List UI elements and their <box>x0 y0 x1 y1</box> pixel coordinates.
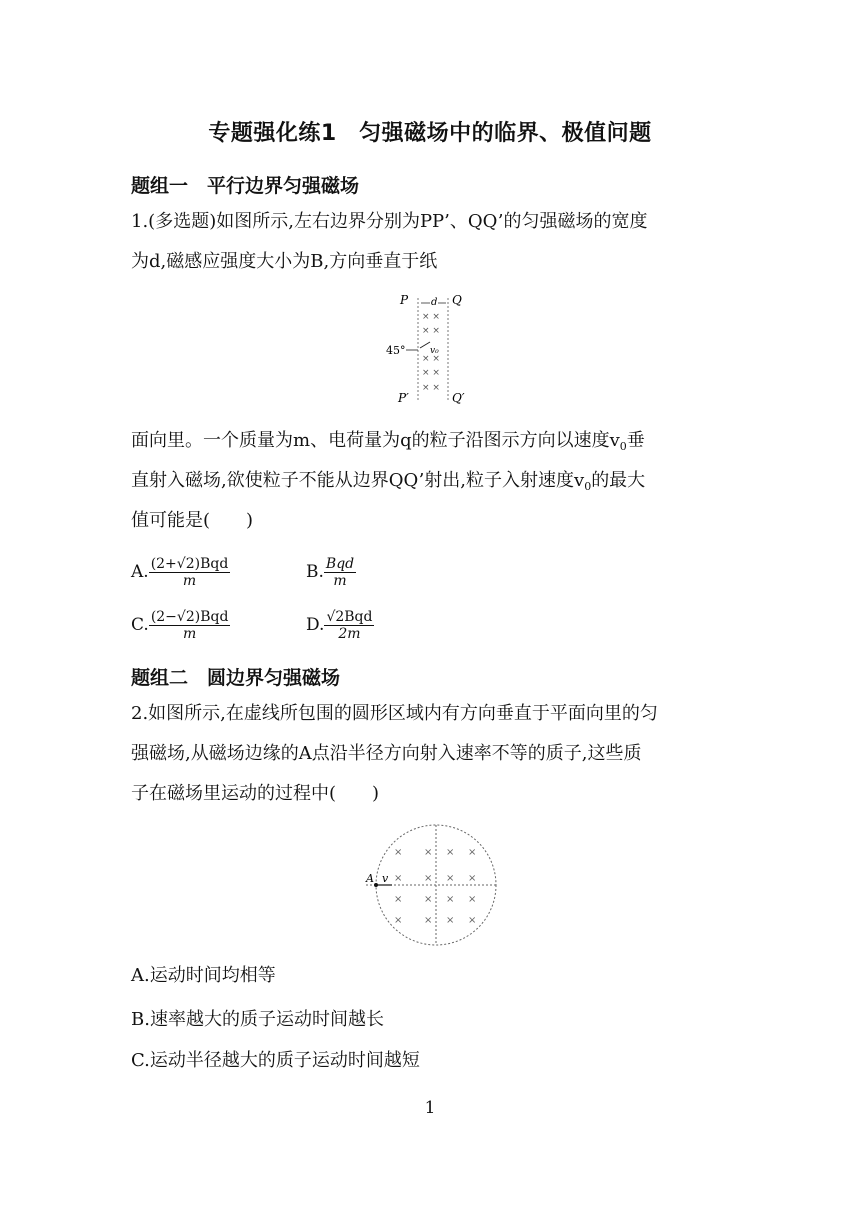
q1-line2: 为d,磁感应强度大小为B,方向垂直于纸 <box>131 251 438 272</box>
option-c: C. $\frac{\text{(2−√2)Bqd}}{m}$ <box>131 609 229 642</box>
field-crosses <box>394 847 476 926</box>
label-v: v <box>382 872 389 885</box>
section-heading-group1: 题组一 平行边界匀强磁场 <box>131 175 360 197</box>
svg-text:×: × <box>394 915 403 926</box>
label-v0: v₀ <box>430 346 439 356</box>
velocity-arrow <box>420 342 430 348</box>
page-number: 1 <box>424 1098 436 1118</box>
figure-parallel-boundary <box>380 290 490 410</box>
svg-text:×: × <box>446 915 455 926</box>
label-d: d <box>431 297 438 308</box>
svg-text:×: × <box>394 873 403 884</box>
svg-text:×: × <box>468 894 477 905</box>
q2-line2: 强磁场,从磁场边缘的A点沿半径方向射入速率不等的质子,这些质 <box>131 743 642 764</box>
label-p: P <box>400 293 409 307</box>
svg-text:×: × <box>394 847 403 858</box>
label-q-prime: Q′ <box>452 391 465 405</box>
option-b: B. $\frac{\text{Bqd}}{m}$ <box>306 556 355 589</box>
svg-text:× ×: × × <box>422 383 440 393</box>
svg-text:× ×: × × <box>422 354 440 364</box>
svg-text:× ×: × × <box>422 312 440 322</box>
svg-text:×: × <box>424 873 433 884</box>
label-q: Q <box>452 293 462 307</box>
q2-line1: 2.如图所示,在虚线所包围的圆形区域内有方向垂直于平面向里的匀 <box>131 703 658 724</box>
q2-option-a: A.运动时间均相等 <box>131 965 276 986</box>
q1-line4: 直射入磁场,欲使粒子不能从边界QQ’射出,粒子入射速度$v_0$的最大 <box>131 470 646 493</box>
svg-text:× ×: × × <box>422 326 440 336</box>
svg-text:×: × <box>394 894 403 905</box>
label-angle: 45° <box>386 344 406 357</box>
q2-option-c: C.运动半径越大的质子运动时间越短 <box>131 1050 420 1071</box>
label-a: A <box>366 872 374 885</box>
q1-line1: 1.(多选题)如图所示,左右边界分别为PP’、QQ’的匀强磁场的宽度 <box>131 211 648 232</box>
svg-text:×: × <box>446 847 455 858</box>
q1-line5: 值可能是( ) <box>131 510 254 531</box>
svg-text:×: × <box>446 894 455 905</box>
svg-text:×: × <box>424 894 433 905</box>
svg-text:×: × <box>468 873 477 884</box>
svg-text:×: × <box>424 847 433 858</box>
label-p-prime: P′ <box>398 391 409 405</box>
svg-text:×: × <box>446 873 455 884</box>
figure-circular-field <box>362 824 498 946</box>
svg-text:×: × <box>468 915 477 926</box>
svg-text:×: × <box>468 847 477 858</box>
option-a: A. $\frac{\text{(2+√2)Bqd}}{m}$ <box>131 556 229 589</box>
q1-line3: 面向里。一个质量为m、电荷量为q的粒子沿图示方向以速度$v_0$垂 <box>131 430 645 453</box>
page-title: 专题强化练1 匀强磁场中的临界、极值问题 <box>208 121 652 146</box>
q2-line3: 子在磁场里运动的过程中( ) <box>131 783 380 804</box>
option-d: D. $\frac{\text{√2Bqd}}{2m}$ <box>306 609 373 642</box>
section-heading-group2: 题组二 圆边界匀强磁场 <box>131 667 341 689</box>
svg-text:× ×: × × <box>422 368 440 378</box>
svg-text:×: × <box>424 915 433 926</box>
q2-option-b: B.速率越大的质子运动时间越长 <box>131 1009 384 1030</box>
